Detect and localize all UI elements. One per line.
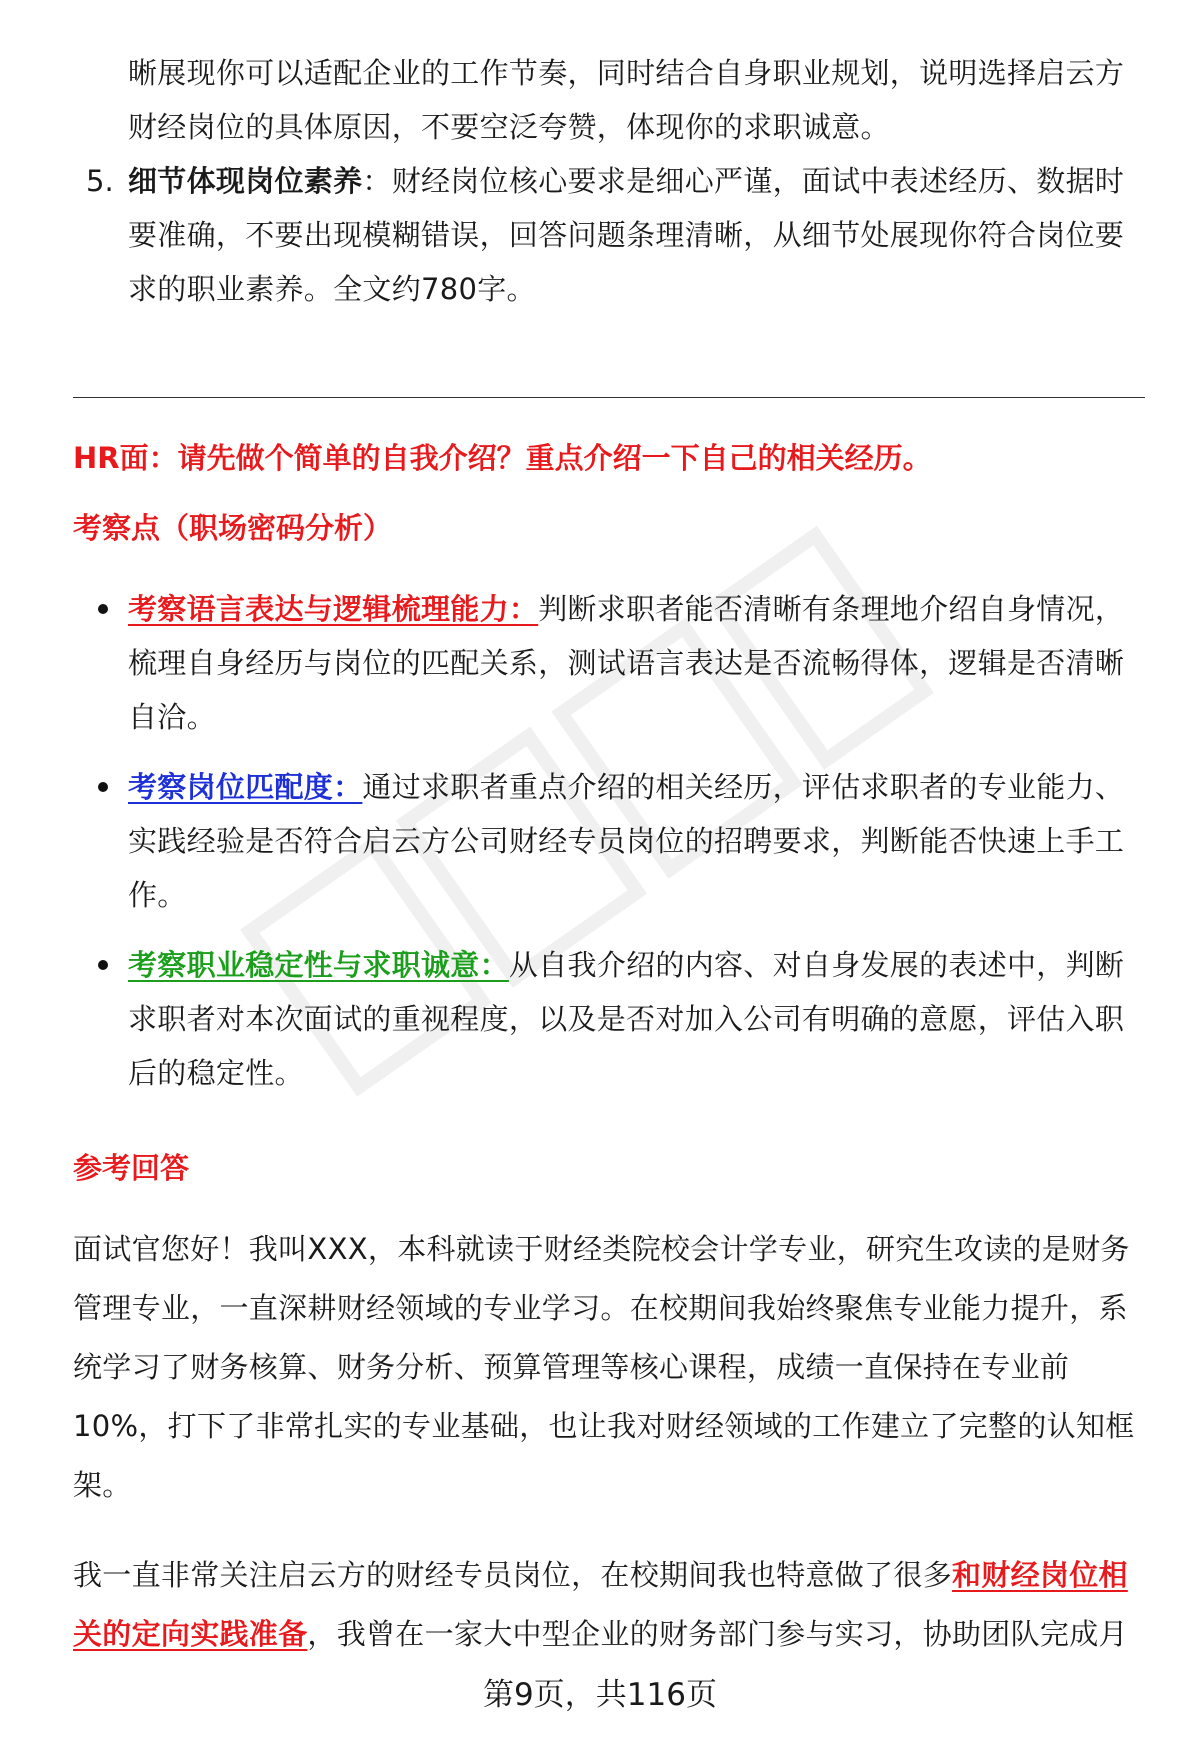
answer-p2-highlight-cont: 关的定向实践准备 — [73, 1617, 308, 1651]
bullet-3-line-3: 后的稳定性。 — [128, 1056, 304, 1090]
list-item-5-title: 细节体现岗位素养 — [128, 164, 363, 198]
bullet-3-label: 考察职业稳定性与求职诚意： — [128, 948, 509, 982]
bullet-2-label: 考察岗位匹配度： — [128, 770, 363, 804]
analysis-heading: 考察点（职场密码分析） — [73, 511, 393, 545]
bullet-1-text: 判断求职者能否清晰有条理地介绍自身情况， — [538, 592, 1125, 626]
bullet-2-text: 通过求职者重点介绍的相关经历，评估求职者的专业能力、 — [362, 770, 1125, 804]
interview-question: HR面：请先做个简单的自我介绍？重点介绍一下自己的相关经历。 — [73, 441, 932, 475]
answer-p1-line-1: 面试官您好！我叫XXX，本科就读于财经类院校会计学专业，研究生攻读的是财务 — [73, 1232, 1130, 1266]
answer-p1-line-2: 管理专业，一直深耕财经领域的专业学习。在校期间我始终聚焦专业能力提升，系 — [73, 1291, 1128, 1325]
answer-p1-line-5: 架。 — [73, 1468, 132, 1502]
bullet-2-line-3: 作。 — [128, 878, 187, 912]
bullet-1-line-2: 梳理自身经历与岗位的匹配关系，测试语言表达是否流畅得体，逻辑是否清晰 — [128, 646, 1125, 680]
list-item-5-line-3: 求的职业素养。全文约780字。 — [128, 272, 536, 306]
bullet-1-label: 考察语言表达与逻辑梳理能力： — [128, 592, 539, 626]
bullet-item-1 — [128, 580, 1143, 639]
continued-paragraph-line-2: 财经岗位的具体原因，不要空泛夸赞，体现你的求职诚意。 — [128, 110, 890, 144]
bullet-2-line-2: 实践经验是否符合启云方公司财经专员岗位的招聘要求，判断能否快速上手工 — [128, 824, 1125, 858]
answer-p1-line-4: 10%，打下了非常扎实的专业基础，也让我对财经领域的工作建立了完整的认知框 — [73, 1409, 1135, 1443]
answer-p2-line-1 — [73, 1546, 1145, 1605]
answer-p2-highlight: 和财经岗位相 — [952, 1558, 1128, 1592]
answer-p2-text-cont: ，我曾在一家大中型企业的财务部门参与实习，协助团队完成月 — [307, 1617, 1128, 1651]
section-divider — [73, 397, 1145, 398]
list-item-5 — [128, 152, 1143, 211]
page-number-footer: 第9页，共116页 — [483, 1677, 717, 1713]
bullet-item-2 — [128, 758, 1143, 817]
bullet-1-line-3: 自洽。 — [128, 700, 216, 734]
bullet-item-3 — [128, 936, 1143, 995]
answer-p2-text: 我一直非常关注启云方的财经专员岗位，在校期间我也特意做了很多 — [73, 1558, 953, 1592]
list-item-5-text: ：财经岗位核心要求是细心严谨，面试中表述经历、数据时 — [362, 164, 1125, 198]
bullet-dot — [98, 604, 108, 614]
bullet-3-line-2: 求职者对本次面试的重视程度，以及是否对加入公司有明确的意愿，评估入职 — [128, 1002, 1125, 1036]
answer-p2-line-2 — [73, 1605, 1145, 1664]
bullet-3-text: 从自我介绍的内容、对自身发展的表述中，判断 — [508, 948, 1125, 982]
list-item-5-line-2: 要准确，不要出现模糊错误，回答问题条理清晰，从细节处展现你符合岗位要 — [128, 218, 1125, 252]
continued-paragraph-line-1: 晰展现你可以适配企业的工作节奏，同时结合自身职业规划，说明选择启云方 — [128, 56, 1125, 90]
list-number: 5. — [86, 164, 114, 198]
bullet-dot — [98, 782, 108, 792]
answer-p1-line-3: 统学习了财务核算、财务分析、预算管理等核心课程，成绩一直保持在专业前 — [73, 1350, 1070, 1384]
bullet-dot — [98, 960, 108, 970]
answer-heading: 参考回答 — [73, 1151, 190, 1185]
